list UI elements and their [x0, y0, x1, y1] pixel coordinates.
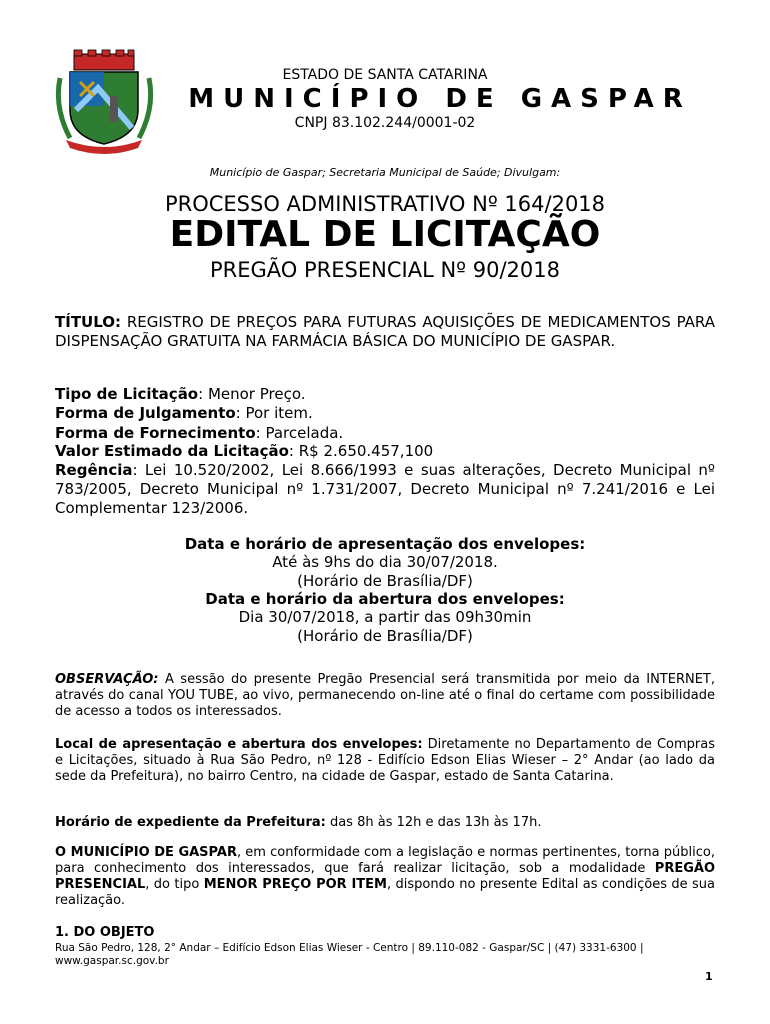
forma-value: : Por item.: [235, 404, 313, 422]
footer-address: [55, 942, 705, 968]
intro-text-3: , dispondo no presente Edital as condições de sua realização.: [55, 877, 715, 908]
forma-julgamento: [55, 404, 715, 423]
horario-label: Horário de expediente da Prefeitura:: [55, 815, 326, 830]
valor-label: Valor Estimado da Licitação: [55, 442, 289, 460]
observacao-paragraph: [55, 672, 715, 720]
intro-bold-2: PREGÃO PRESENCIAL: [55, 861, 715, 892]
intro-text-1: , em conformidade com a legislação e normas pertinentes, torna público, para conhecimento dos interessados, que fará realizar licitação, sob a modalidade: [55, 845, 715, 876]
regencia: [55, 461, 715, 518]
abertura-date: Dia 30/07/2018, a partir das 09h30min: [238, 608, 532, 626]
local-label: Local de apresentação e abertura dos envelopes:: [55, 737, 423, 752]
tipo-licitacao: [55, 385, 715, 404]
valor-estimado: [55, 442, 715, 461]
document-title: EDITAL DE LICITAÇÃO: [169, 214, 601, 255]
intro-bold-3: MENOR PREÇO POR ITEM: [203, 877, 387, 892]
observacao-label: OBSERVAÇÃO:: [55, 672, 159, 687]
tipo-label: Tipo de Licitação: [55, 385, 199, 403]
horario-paragraph: [55, 815, 715, 831]
abertura-timezone: (Horário de Brasília/DF): [297, 627, 473, 645]
forma-label: Forma de Julgamento: [55, 404, 236, 422]
forma-fornecimento: [55, 424, 715, 443]
cnpj: CNPJ 83.102.244/0001-02: [294, 115, 476, 131]
pregao-number: PREGÃO PRESENCIAL Nº 90/2018: [210, 258, 560, 282]
valor-value: : R$ 2.650.457,100: [288, 442, 434, 460]
apresentacao-heading: [0, 535, 770, 554]
observacao-text: A sessão do presente Pregão Presencial será transmitida por meio da INTERNET, através do canal YOU TUBE, ao vivo, permanecendo on-line até o final do certame com possibilidade de acesso a todos os interessados.: [55, 672, 715, 719]
intro-text-2: , do tipo: [145, 877, 204, 892]
apresentacao-heading-text: Data e horário de apresentação dos envelopes:: [184, 535, 586, 553]
local-text: Diretamente no Departamento de Compras e Licitações, situado à Rua São Pedro, nº 128 - Edifício Edson Elias Wieser – 2° Andar (ao lado da sede da Prefeitura), no bairro Centro, na cidade de Gaspar, estado de Santa Catarina.: [55, 737, 716, 784]
intro-bold-1: O MUNICÍPIO DE GASPAR: [55, 845, 237, 860]
fornec-label: Forma de Fornecimento: [55, 424, 256, 442]
byline: Município de Gaspar; Secretaria Municipal de Saúde; Divulgam:: [209, 166, 561, 179]
titulo-paragraph: [55, 313, 715, 350]
apresentacao-date: Até às 9hs do dia 30/07/2018.: [272, 553, 498, 571]
local-paragraph: [55, 737, 715, 785]
apresentacao-timezone: (Horário de Brasília/DF): [297, 572, 473, 590]
page-number: 1: [705, 970, 713, 983]
abertura-heading: [0, 590, 770, 609]
fornec-value: : Parcelada.: [255, 424, 344, 442]
footer-website: www.gaspar.sc.gov.br: [55, 955, 169, 967]
footer-line-1: Rua São Pedro, 128, 2° Andar – Edifício Edson Elias Wieser - Centro | 89.110-082 - Gaspar/SC | (47) 3331-6300 |: [55, 942, 644, 954]
coat-of-arms-logo: [52, 48, 157, 154]
state-name: ESTADO DE SANTA CATARINA: [282, 67, 488, 83]
tipo-value: : Menor Preço.: [198, 385, 306, 403]
abertura-heading-text: Data e horário da abertura dos envelopes:: [205, 590, 565, 608]
section-heading-objeto: 1. DO OBJETO: [55, 925, 155, 940]
titulo-label: TÍTULO:: [55, 313, 121, 331]
titulo-text: REGISTRO DE PREÇOS PARA FUTURAS AQUISIÇÕES DE MEDICAMENTOS PARA DISPENSAÇÃO GRATUITA NA FARMÁCIA BÁSICA DO MUNICÍPIO DE GASPAR.: [55, 313, 715, 350]
horario-text: das 8h às 12h e das 13h às 17h.: [325, 815, 542, 830]
regencia-value: : Lei 10.520/2002, Lei 8.666/1993 e suas alterações, Decreto Municipal nº 783/2005, Decreto Municipal nº 1.731/2007, Decreto Municipal nº 7.241/2016 e Lei Complementar 123/2006.: [55, 461, 715, 517]
municipality-name: MUNICÍPIO DE GASPAR: [188, 84, 692, 114]
process-number: PROCESSO ADMINISTRATIVO Nº 164/2018: [164, 192, 606, 216]
intro-paragraph: [55, 845, 715, 909]
regencia-label: Regência: [55, 461, 133, 479]
